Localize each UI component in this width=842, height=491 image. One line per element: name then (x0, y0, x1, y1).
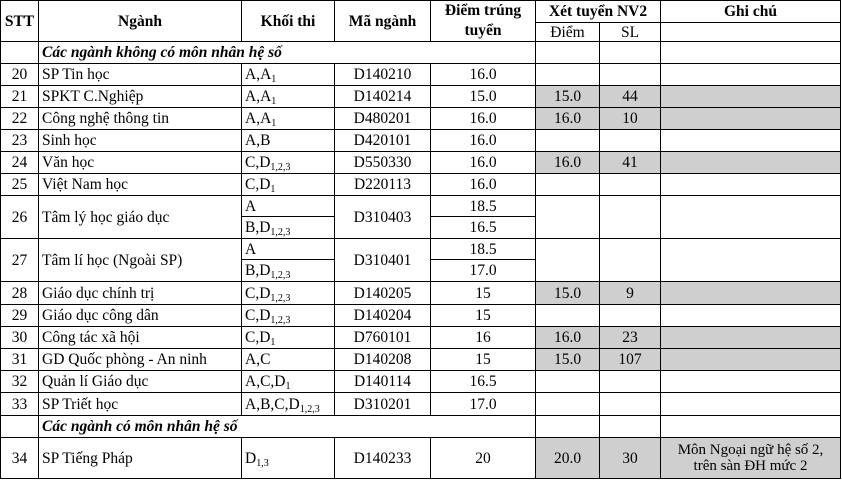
cell-khoi: A (242, 239, 335, 260)
cell-nv2-sl: 44 (600, 86, 661, 108)
cell-khoi: A,C (242, 349, 335, 371)
cell-khoi: $A,A_1$ (242, 108, 335, 130)
cell-nganh: Tâm lý học giáo dục (39, 196, 242, 239)
cell-khoi: $C,D_1$ (242, 327, 335, 349)
cell-khoi: $B,D_{1,2,3}$ (242, 217, 335, 239)
cell-ma: D480201 (335, 108, 431, 130)
cell-khoi: A (242, 196, 335, 217)
cell-nv2-diem: 16.0 (536, 327, 600, 349)
cell-ghi-chu (661, 196, 841, 239)
cell-ma: D140233 (335, 438, 431, 479)
cell-ma: D220113 (335, 174, 431, 196)
cell-nv2-sl (600, 174, 661, 196)
cell-diem: 16.5 (431, 217, 536, 239)
cell-ghi-chu (661, 174, 841, 196)
cell-nv2-diem (536, 305, 600, 327)
section-title: Các ngành có môn nhân hệ số (39, 416, 536, 438)
section-title: Các ngành không có môn nhân hệ số (39, 42, 536, 64)
cell-diem: 15.0 (431, 86, 536, 108)
cell-ma: D140208 (335, 349, 431, 371)
cell-nganh: SP Tiếng Pháp (39, 438, 242, 479)
cell-stt: 21 (1, 86, 39, 108)
cell-nv2-diem (536, 174, 600, 196)
cell-diem: 15 (431, 282, 536, 305)
cell-nv2-diem: 15.0 (536, 282, 600, 305)
table-row (1, 108, 841, 130)
cell-nganh: Giáo dục chính trị (39, 282, 242, 305)
cell-ma: D140205 (335, 282, 431, 305)
cell-ghi-chu (661, 371, 841, 393)
table-row (1, 86, 841, 108)
cell-diem: 18.5 (431, 196, 536, 217)
cell-ghi-chu (661, 86, 841, 108)
cell-nganh: Giáo dục công dân (39, 305, 242, 327)
table-row (1, 305, 841, 327)
cell-ghi-chu (661, 393, 841, 416)
cell-nv2-sl: 30 (600, 438, 661, 479)
cell-nv2-diem (536, 64, 600, 86)
cell-ghi-chu (661, 282, 841, 305)
cell-diem: 16.0 (431, 152, 536, 174)
cell-diem: 17.0 (431, 260, 536, 282)
section-row (1, 42, 841, 64)
cell-khoi: $A,C,D_1$ (242, 371, 335, 393)
cell-khoi: $C,D_1$ (242, 174, 335, 196)
cell-ma: D310201 (335, 393, 431, 416)
cell-stt: 20 (1, 64, 39, 86)
table-row (1, 64, 841, 86)
header-stt: STT (1, 1, 39, 42)
cell-diem: 18.5 (431, 239, 536, 260)
cell-ghi-chu (661, 239, 841, 282)
cell-stt: 33 (1, 393, 39, 416)
cell-stt: 27 (1, 239, 39, 282)
table-row (1, 371, 841, 393)
cell-stt: 31 (1, 349, 39, 371)
header-row (1, 1, 841, 23)
header-khoi-thi: Khối thi (242, 1, 335, 42)
cell-nv2-diem: 16.0 (536, 108, 600, 130)
cell-nv2-sl: 9 (600, 282, 661, 305)
cell-nv2-sl (600, 64, 661, 86)
header-diem-trung-tuyen: Điểm trúng tuyển (431, 1, 536, 42)
cell-khoi: $A,A_1$ (242, 64, 335, 86)
cell-ma: D550330 (335, 152, 431, 174)
cell-nv2-sl (600, 393, 661, 416)
cell-khoi: $B,D_{1,2,3}$ (242, 260, 335, 282)
table-row (1, 239, 841, 260)
cell-ghi-chu (661, 349, 841, 371)
table-row (1, 152, 841, 174)
cell-diem: 15 (431, 305, 536, 327)
cell-diem: 20 (431, 438, 536, 479)
section-row (1, 416, 841, 438)
header-ghi-chu: Ghi chú (661, 1, 841, 23)
cell-nganh: Tâm lí học (Ngoài SP) (39, 239, 242, 282)
cell-ma: D310401 (335, 239, 431, 282)
cell-ghi-chu (661, 327, 841, 349)
cell-khoi: $A,A_1$ (242, 86, 335, 108)
cell-nv2-sl (600, 239, 661, 282)
cell-ma: D760101 (335, 327, 431, 349)
cell-stt: 25 (1, 174, 39, 196)
cell-diem: 16.0 (431, 108, 536, 130)
cell-ma: D140210 (335, 64, 431, 86)
cell-khoi: $C,D_{1,2,3}$ (242, 305, 335, 327)
header-diem: Điểm (536, 23, 600, 42)
cell-nv2-sl (600, 371, 661, 393)
cell-stt: 34 (1, 438, 39, 479)
cell-ma: D140114 (335, 371, 431, 393)
cell-ghi-chu: Môn Ngoại ngữ hệ số 2, trên sàn ĐH mức 2 (661, 438, 841, 479)
cell-khoi: $C,D_{1,2,3}$ (242, 152, 335, 174)
cell-nv2-sl: 23 (600, 327, 661, 349)
cell-ma: D140214 (335, 86, 431, 108)
cell-diem: 16 (431, 327, 536, 349)
cell-nganh: SP Triết học (39, 393, 242, 416)
table-row (1, 438, 841, 479)
cell-nv2-diem: 15.0 (536, 86, 600, 108)
header-ma-nganh: Mã ngành (335, 1, 431, 42)
cell-nganh: SPKT C.Nghiệp (39, 86, 242, 108)
cell-diem: 17.0 (431, 393, 536, 416)
cell-nganh: Văn học (39, 152, 242, 174)
cell-nv2-sl (600, 130, 661, 152)
cell-ghi-chu (661, 108, 841, 130)
cell-diem: 16.0 (431, 64, 536, 86)
cell-khoi: $C,D_{1,2,3}$ (242, 282, 335, 305)
cell-nv2-diem: 20.0 (536, 438, 600, 479)
table-row (1, 282, 841, 305)
cell-khoi: A,B (242, 130, 335, 152)
cell-ghi-chu (661, 64, 841, 86)
table-row (1, 174, 841, 196)
cell-stt: 26 (1, 196, 39, 239)
cell-stt: 24 (1, 152, 39, 174)
cell-ghi-chu (661, 152, 841, 174)
cell-diem: 15 (431, 349, 536, 371)
cell-nv2-sl (600, 305, 661, 327)
cell-stt: 23 (1, 130, 39, 152)
table-row (1, 130, 841, 152)
cell-stt: 32 (1, 371, 39, 393)
table-row (1, 393, 841, 416)
cell-nv2-diem (536, 196, 600, 239)
cell-nv2-diem (536, 130, 600, 152)
cell-nv2-diem (536, 239, 600, 282)
cell-khoi: $A,B,C,D_{1,2,3}$ (242, 393, 335, 416)
cell-stt: 22 (1, 108, 39, 130)
cell-nganh: GD Quốc phòng - An ninh (39, 349, 242, 371)
table-row (1, 196, 841, 217)
cell-nv2-sl: 10 (600, 108, 661, 130)
table-row (1, 349, 841, 371)
cell-stt: 28 (1, 282, 39, 305)
header-ghi-chu-blank (661, 23, 841, 42)
header-xet-tuyen-nv2: Xét tuyển NV2 (536, 1, 661, 23)
cell-nv2-sl: 107 (600, 349, 661, 371)
cell-nv2-diem: 15.0 (536, 349, 600, 371)
cell-ma: D140204 (335, 305, 431, 327)
cell-nganh: Công tác xã hội (39, 327, 242, 349)
cell-nv2-sl (600, 196, 661, 239)
cell-stt: 30 (1, 327, 39, 349)
cell-ma: D420101 (335, 130, 431, 152)
cell-ma: D310403 (335, 196, 431, 239)
cell-nv2-sl: 41 (600, 152, 661, 174)
cell-nganh: Quản lí Giáo dục (39, 371, 242, 393)
cell-nganh: Việt Nam học (39, 174, 242, 196)
cell-stt: 29 (1, 305, 39, 327)
cell-diem: 16.0 (431, 174, 536, 196)
cell-ghi-chu (661, 130, 841, 152)
header-nganh: Ngành (39, 1, 242, 42)
header-sl: SL (600, 23, 661, 42)
cell-nganh: Công nghệ thông tin (39, 108, 242, 130)
cell-nganh: Sinh học (39, 130, 242, 152)
cell-nv2-diem (536, 371, 600, 393)
cell-nv2-diem (536, 393, 600, 416)
cell-nganh: SP Tin học (39, 64, 242, 86)
table-row (1, 327, 841, 349)
cell-diem: 16.0 (431, 130, 536, 152)
cell-ghi-chu (661, 305, 841, 327)
cell-nv2-diem: 16.0 (536, 152, 600, 174)
cell-khoi: $D_{1,3}$ (242, 438, 335, 479)
cell-diem: 16.5 (431, 371, 536, 393)
